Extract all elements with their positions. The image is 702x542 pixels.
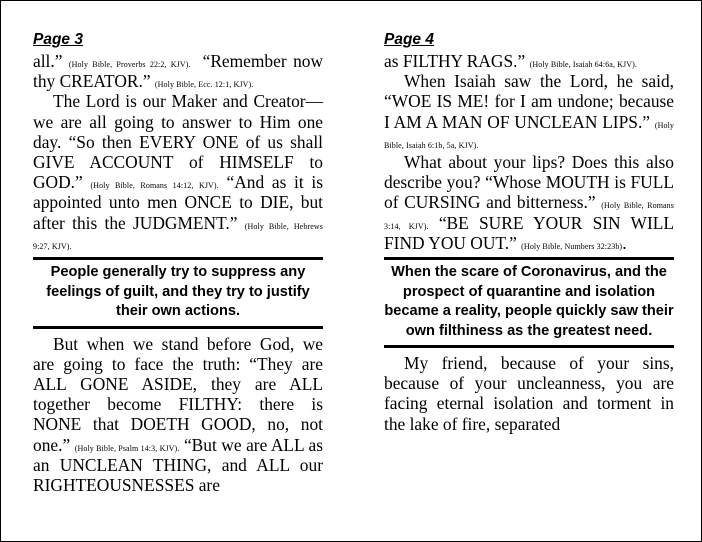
callout-box: People generally try to suppress any feelings of guilt, and they try to justify their own actions. <box>33 257 323 329</box>
paragraph: What about your lips? Does this also describe you? “Whose MOUTH is FULL of CURSING and bitterness.” (Holy Bible, Romans 3:14, KJV). “BE SURE YOUR SIN WILL FIND YOU OUT.” (Holy Bible, Numbers 32:23b). <box>384 152 674 253</box>
page-label: Page 4 <box>384 31 434 48</box>
paragraph: The Lord is our Maker and Creator—we are all going to answer to Him one day. “So then EVERY ONE of us shall GIVE ACCOUNT of HIMSELF to GOD.” (Holy Bible, Romans 14:12, KJV). “And as it is appointed unto men ONCE to DIE, but after this the JUDGMENT.” (Holy Bible, Hebrews 9:27, KJV). <box>33 91 323 251</box>
paragraph: all.” (Holy Bible, Proverbs 22:2, KJV). “Remember now thy CREATOR.” (Holy Bible, Ecc. 12:1, KJV). <box>33 51 324 92</box>
page-4 <box>384 31 674 434</box>
scripture-reference: (Holy Bible, Ecc. 12:1, KJV). <box>154 80 254 90</box>
scripture-reference: (Holy Bible, Isaiah 64:6a, KJV). <box>529 60 637 69</box>
scripture-reference: (Holy Bible, Isaiah 6:1b, 5a, KJV). <box>384 120 674 150</box>
page-label: Page 3 <box>33 31 83 48</box>
scripture-reference: (Holy Bible, Hebrews 9:27, KJV). <box>33 221 323 251</box>
scripture-reference: (Holy Bible, Numbers 32:23b) <box>521 241 623 251</box>
page-3 <box>33 31 323 495</box>
scripture-reference: (Holy Bible, Romans 14:12, KJV). <box>90 181 219 191</box>
callout-box: When the scare of Coronavirus, and the prospect of quarantine and isolation became a reality, people quickly saw their own filthiness as the greatest need. <box>384 257 674 348</box>
paragraph: But when we stand before God, we are going to face the truth: “They are ALL GONE ASIDE, they are ALL together become FILTHY: there is NONE that DOETH GOOD, no, not one.” (Holy Bible, Psalm 14:3, KJV). “But we are ALL as an UNCLEAN THING, and ALL our RIGHTEOUSNESSES are <box>33 333 323 495</box>
paragraph: My friend, because of your sins, because of your uncleanness, you are facing eternal isolation and torment in the lake of fire, separated <box>384 353 674 434</box>
scripture-reference: (Holy Bible, Psalm 14:3, KJV). <box>74 443 180 453</box>
scripture-reference: (Holy Bible, Romans 3:14, KJV). <box>384 201 674 231</box>
paragraph: as FILTHY RAGS.” (Holy Bible, Isaiah 64:6a, KJV). <box>384 51 637 71</box>
paragraph: When Isaiah saw the Lord, he said, “WOE IS ME! for I am undone; because I AM A MAN OF UNCLEAN LIPS.” (Holy Bible, Isaiah 6:1b, 5a, KJV). <box>384 71 674 150</box>
scripture-reference: (Holy Bible, Proverbs 22:2, KJV). <box>68 60 191 69</box>
